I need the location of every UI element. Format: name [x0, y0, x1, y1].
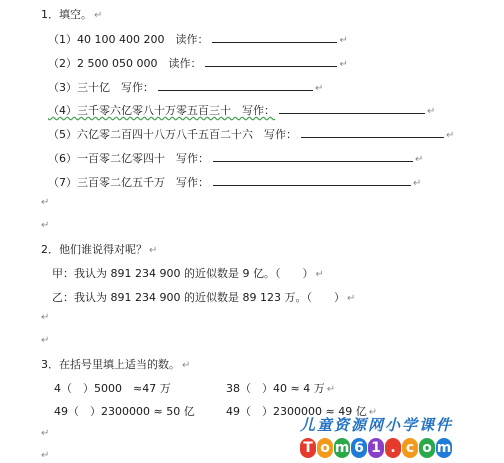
q1-item-label: （1）40 100 400 200 读作： — [48, 33, 209, 46]
paragraph-mark-icon: ↵ — [326, 384, 336, 395]
paragraph-mark-icon: ↵ — [94, 10, 103, 21]
q1-item-6 — [48, 150, 423, 167]
paragraph-mark-icon: ↵ — [427, 106, 436, 117]
answer-blank[interactable] — [279, 102, 425, 114]
paragraph-mark-icon: ↵ — [415, 154, 424, 165]
paragraph-mark-icon: ↵ — [339, 59, 348, 70]
watermark-letter: m — [334, 440, 350, 456]
watermark-site-name: 儿童资源网小学课件 — [300, 416, 454, 434]
q1-item-label: （3）三十亿 写作： — [48, 81, 154, 94]
q1-item-1 — [48, 31, 348, 48]
q1-item-2 — [48, 55, 348, 72]
q1-item-3 — [48, 79, 323, 96]
watermark-letter: c — [402, 438, 418, 458]
watermark-letter: . — [385, 438, 401, 458]
answer-blank[interactable] — [158, 79, 313, 91]
q1-item-label: （7）三百零二亿五千万 写作： — [48, 176, 209, 189]
watermark-letter: T — [300, 438, 316, 458]
watermark-letter: o — [317, 438, 333, 458]
paragraph-mark-icon: ↵ — [41, 428, 50, 439]
watermark-letter: o — [419, 438, 435, 458]
paragraph-mark-icon: ↵ — [41, 197, 50, 208]
q1-item-label: （6）一百零二亿零四十 写作： — [48, 152, 209, 165]
watermark-letter: 1 — [368, 438, 384, 458]
paragraph-mark-icon: ↵ — [413, 178, 422, 189]
answer-blank[interactable] — [205, 55, 337, 67]
answer-blank[interactable] — [213, 174, 411, 186]
q2-option-jia: 甲：我认为 891 234 900 的近似数是 9 亿。（ ） ↵ — [52, 267, 324, 280]
watermark-letter: m — [436, 440, 452, 456]
q3-row-2-left: 49（ ）2300000 ≈ 50 亿 — [54, 405, 195, 418]
answer-blank[interactable] — [301, 126, 444, 138]
q1-item-4 — [48, 102, 435, 119]
q1-item-label: （5）六亿零二百四十八万八千五百二十六 写作： — [48, 128, 297, 141]
q3-row-1-left: 4（ ）5000 ≈47 万 — [54, 382, 171, 395]
paragraph-mark-icon: ↵ — [41, 450, 50, 461]
q1-item-7 — [48, 174, 421, 191]
q1-item-label: （4）三千零六亿零八十万零五百三十 写作： — [48, 104, 275, 117]
q1-title: 1．填空。 ↵ — [41, 8, 103, 21]
q3-row-2-right: 49（ ）2300000 ≈ 49 亿 ↵ — [226, 405, 378, 418]
watermark-logo — [300, 438, 452, 460]
paragraph-mark-icon: ↵ — [41, 312, 50, 323]
q3-row-1-right: 38（ ）40 ≈ 4 万 ↵ — [226, 382, 336, 395]
paragraph-mark-icon: ↵ — [41, 220, 50, 231]
answer-blank[interactable] — [213, 150, 413, 162]
paragraph-mark-icon: ↵ — [346, 293, 356, 304]
q2-title: 2．他们谁说得对呢？ ↵ — [41, 243, 158, 256]
q2-option-yi: 乙：我认为 891 234 900 的近似数是 89 123 万。（ ） ↵ — [52, 291, 356, 304]
paragraph-mark-icon: ↵ — [315, 269, 324, 280]
paragraph-mark-icon: ↵ — [446, 130, 455, 141]
q1-item-5 — [48, 126, 454, 143]
paragraph-mark-icon: ↵ — [149, 245, 158, 256]
watermark-letter: 6 — [351, 438, 367, 458]
paragraph-mark-icon: ↵ — [339, 35, 348, 46]
paragraph-mark-icon: ↵ — [182, 360, 191, 371]
paragraph-mark-icon: ↵ — [315, 83, 324, 94]
q1-item-label: （2）2 500 050 000 读作： — [48, 57, 202, 70]
paragraph-mark-icon: ↵ — [368, 407, 378, 418]
q3-title: 3．在括号里填上适当的数。 ↵ — [41, 358, 191, 371]
answer-blank[interactable] — [212, 31, 337, 43]
paragraph-mark-icon: ↵ — [41, 335, 50, 346]
